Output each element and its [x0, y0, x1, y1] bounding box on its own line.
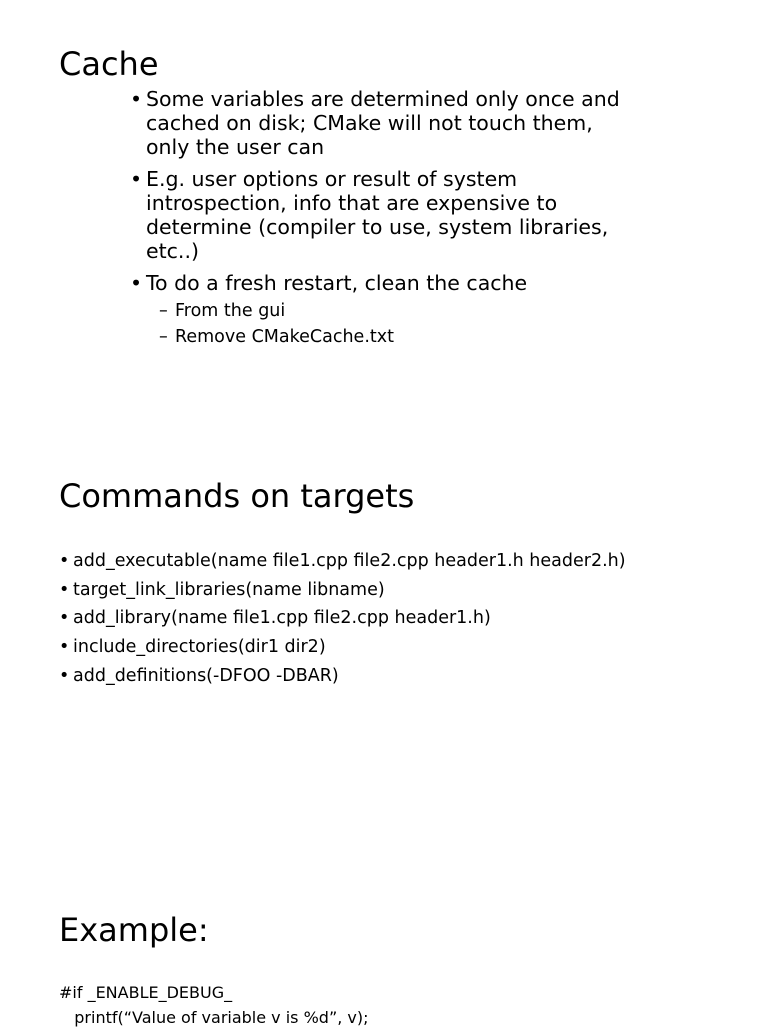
slide-title: Cache	[59, 45, 159, 83]
slide-example	[0, 890, 768, 1027]
list-item	[59, 576, 739, 605]
command-text: add_definitions(-DFOO -DBAR)	[73, 665, 339, 686]
slide-title: Commands on targets	[59, 477, 415, 515]
sub-bullet-text: Remove CMakeCache.txt	[175, 327, 394, 347]
bullet-text: To do a fresh restart, clean the cache	[146, 271, 528, 295]
sub-bullet-list	[159, 298, 730, 350]
list-item	[59, 604, 739, 633]
command-text: include_directories(dir1 dir2)	[73, 637, 326, 658]
sub-bullet-text: From the gui	[175, 301, 286, 321]
slide-commands	[0, 460, 768, 720]
bullet-icon: •	[130, 167, 143, 191]
list-item	[130, 87, 730, 159]
dash-icon: –	[159, 327, 168, 347]
code-line: printf(“Value of variable v is %d”, v);	[59, 1008, 369, 1027]
bullet-icon: •	[130, 87, 143, 111]
bullet-icon: •	[59, 579, 70, 600]
slide-title: Example:	[59, 911, 209, 949]
command-text: add_executable(name file1.cpp file2.cpp header1.h header2.h)	[73, 551, 626, 571]
list-item	[59, 662, 739, 691]
command-text: add_library(name file1.cpp file2.cpp header1.h)	[73, 608, 491, 629]
bullet-icon: •	[59, 665, 70, 686]
bullet-icon: •	[59, 637, 70, 658]
list-item	[59, 633, 739, 662]
list-item	[130, 271, 730, 350]
bullet-list	[59, 547, 739, 691]
bullet-icon: •	[59, 608, 70, 629]
bullet-text: E.g. user options or result of system introspection, info that are expensive to determine (compiler to use, system libraries, etc..)	[146, 167, 609, 263]
slide-cache	[0, 0, 768, 390]
sub-list-item	[159, 298, 730, 324]
bullet-icon: •	[130, 271, 143, 295]
code-line: #if _ENABLE_DEBUG_	[59, 983, 233, 1002]
dash-icon: –	[159, 301, 168, 321]
list-item	[130, 167, 730, 263]
command-text: target_link_libraries(name libname)	[73, 579, 385, 600]
bullet-text: Some variables are determined only once and cached on disk; CMake will not touch them, only the user can	[146, 87, 620, 159]
bullet-list	[130, 87, 730, 358]
bullet-icon: •	[59, 551, 70, 571]
list-item	[59, 547, 739, 576]
sub-list-item	[159, 324, 730, 350]
code-block	[59, 980, 739, 1030]
